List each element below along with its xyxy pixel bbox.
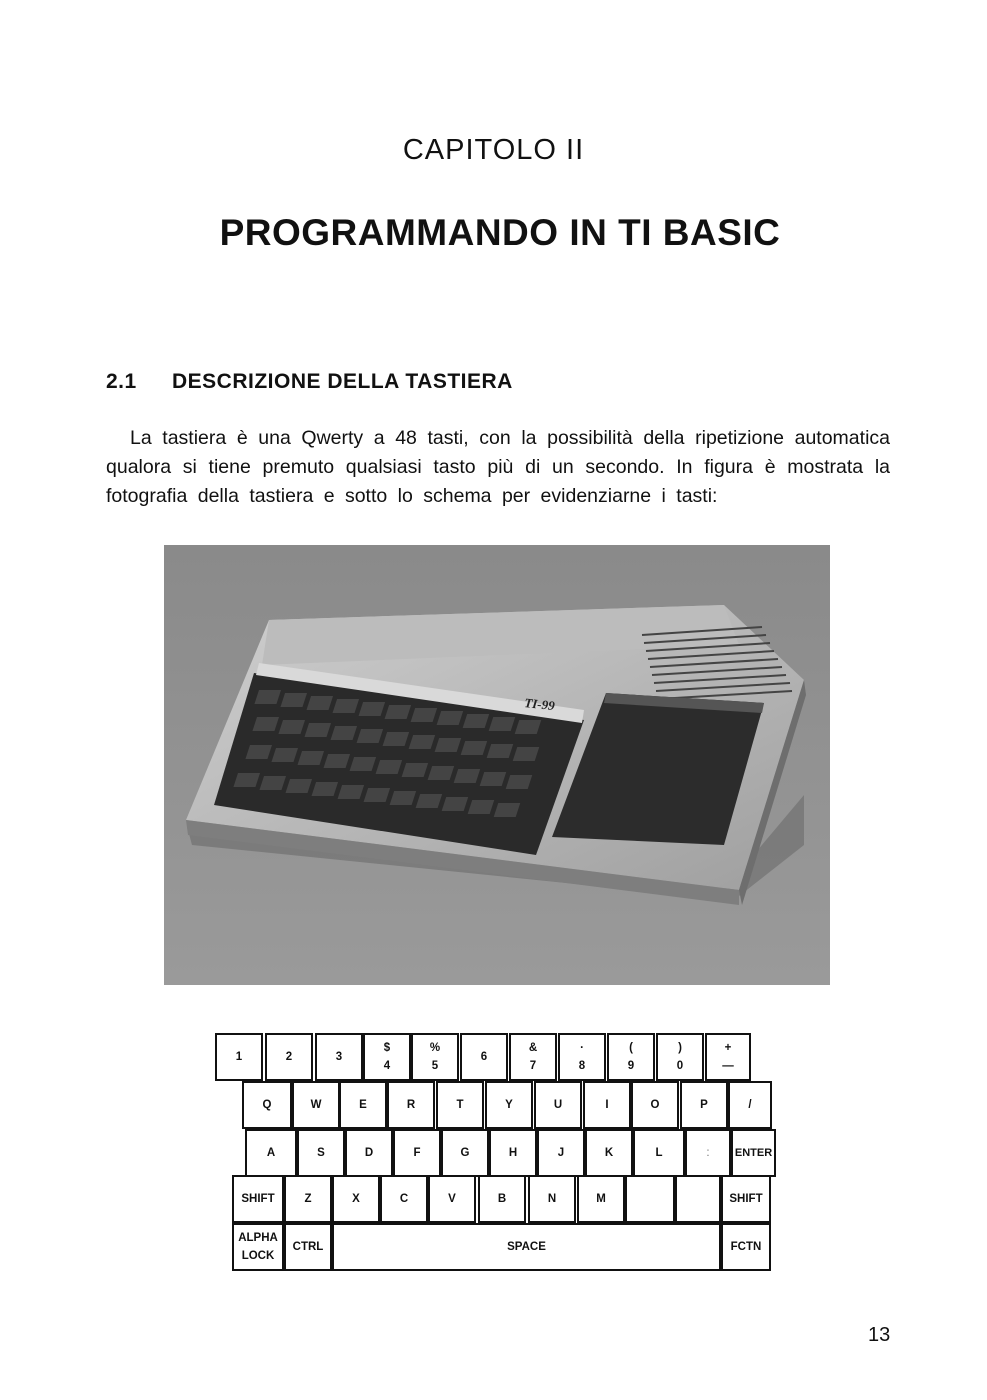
key-8: · 8 bbox=[558, 1033, 606, 1081]
key-r: R bbox=[387, 1081, 435, 1129]
key-z: Z bbox=[284, 1175, 332, 1223]
section-heading bbox=[106, 370, 513, 394]
key-shift-left: SHIFT bbox=[232, 1175, 284, 1223]
key-alpha-lock: ALPHA LOCK bbox=[232, 1223, 284, 1271]
key-6: 6 bbox=[460, 1033, 508, 1081]
chapter-title: PROGRAMMANDO IN TI BASIC bbox=[219, 212, 781, 253]
key-y: Y bbox=[485, 1081, 533, 1129]
key-q: Q bbox=[242, 1081, 292, 1129]
key-d: D bbox=[345, 1129, 393, 1177]
key-9: ( 9 bbox=[607, 1033, 655, 1081]
key-g: G bbox=[441, 1129, 489, 1177]
key-a: A bbox=[245, 1129, 297, 1177]
key-v: V bbox=[428, 1175, 476, 1223]
key-l: L bbox=[633, 1129, 685, 1177]
ti99-computer-illustration bbox=[164, 545, 830, 985]
paragraph-line: qualora si tiene premuto qualsiasi tasto più di un secondo. In figura è mostrata la bbox=[106, 456, 890, 478]
key-2: 2 bbox=[265, 1033, 313, 1081]
paragraph-line: La tastiera è una Qwerty a 48 tasti, con la possibilità della ripetizione automatica bbox=[130, 427, 890, 449]
key-b: B bbox=[478, 1175, 526, 1223]
paragraph-line: fotografia della tastiera e sotto lo schema per evidenziarne i tasti: bbox=[106, 485, 718, 507]
chapter-heading: CAPITOLO II bbox=[402, 134, 585, 166]
section-title: DESCRIZIONE DELLA TASTIERA bbox=[172, 370, 513, 393]
key-period bbox=[675, 1175, 721, 1223]
key-ctrl: CTRL bbox=[284, 1223, 332, 1271]
intro-paragraph bbox=[106, 424, 890, 511]
computer-photo bbox=[164, 545, 830, 985]
key-colon: : bbox=[685, 1129, 731, 1177]
key-w: W bbox=[292, 1081, 340, 1129]
key-s: S bbox=[297, 1129, 345, 1177]
key-x: X bbox=[332, 1175, 380, 1223]
key-slash: / bbox=[728, 1081, 772, 1129]
key-c: C bbox=[380, 1175, 428, 1223]
key-p: P bbox=[680, 1081, 728, 1129]
key-space: SPACE bbox=[332, 1223, 721, 1271]
key-n: N bbox=[528, 1175, 576, 1223]
key-3: 3 bbox=[315, 1033, 363, 1081]
key-u: U bbox=[534, 1081, 582, 1129]
key-t: T bbox=[436, 1081, 484, 1129]
section-number: 2.1 bbox=[106, 370, 137, 393]
key-fctn: FCTN bbox=[721, 1223, 771, 1271]
key-shift-right: SHIFT bbox=[721, 1175, 771, 1223]
key-7: & 7 bbox=[509, 1033, 557, 1081]
model-label: TI-99 bbox=[523, 695, 556, 714]
key-comma bbox=[625, 1175, 675, 1223]
key-1: 1 bbox=[215, 1033, 263, 1081]
key-enter: ENTER bbox=[731, 1129, 776, 1177]
page-number: 13 bbox=[868, 1324, 891, 1346]
key-e: E bbox=[339, 1081, 387, 1129]
key-h: H bbox=[489, 1129, 537, 1177]
key-4: $ 4 bbox=[363, 1033, 411, 1081]
key-m: M bbox=[577, 1175, 625, 1223]
key-i: I bbox=[583, 1081, 631, 1129]
key-j: J bbox=[537, 1129, 585, 1177]
key-o: O bbox=[631, 1081, 679, 1129]
key-f: F bbox=[393, 1129, 441, 1177]
key-k: K bbox=[585, 1129, 633, 1177]
key-5: % 5 bbox=[411, 1033, 459, 1081]
key-equals: + — bbox=[705, 1033, 751, 1081]
key-0: ) 0 bbox=[656, 1033, 704, 1081]
